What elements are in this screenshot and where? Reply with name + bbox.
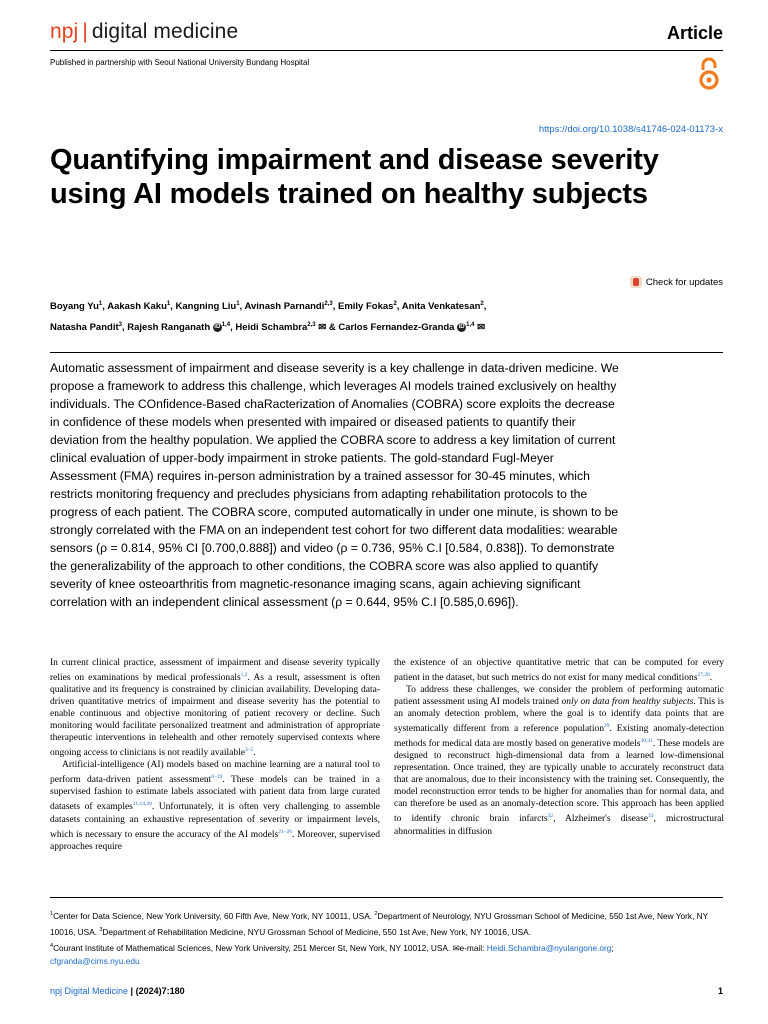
footer-journal-link[interactable]: npj Digital Medicine xyxy=(50,986,129,996)
paragraph-text: . These models are designed to reconstruct high-dimensional data from a learned low-dimensional representation. Once trained, they are typically unable to accurately reconstruct data that are anomalous, due to their inconsistency with the training set. Consequently, the model reconstruction error tends to be higher for anomalies than for normal data, and can therefore be used as an anomaly-detection score. This approach has been applied to identify chronic brain infarcts xyxy=(394,739,724,825)
paragraph-text: Artificial-intelligence (AI) models based on machine learning are a natural tool to perform data-driven patient assessment xyxy=(50,760,380,786)
affiliation-text: Department of Neurology, NYU Grossman School of Medicine, 550 1st Ave, New York, NY 10016, USA. xyxy=(50,910,709,937)
citation-link[interactable]: 3–5 xyxy=(244,747,254,754)
paragraph-text: . As a result, assessment is often qualitative and its frequency is constrained by clinician availability. Developing data-driven quantitative metrics of impairment and disease severity has the potential to enable continuous and objective monitoring of patient recovery or decline. Such monitoring would facilitate personalized treatment and administration of appropriate therapeutic interventions in telehealth and other remotely supervised contexts where ongoing access to clinicians is not readily available xyxy=(50,673,380,759)
author-line-2: Natasha Pandit$^3$, Rajesh Ranganath iD $^{1,4}$, Heidi Schambra$^{2,3}$ ✉ & Carlos Fernandez-Granda iD $^{1,4}$ ✉ xyxy=(50,322,486,334)
emphasis-text: only on data from healthy subjects xyxy=(561,697,694,708)
article-title: Quantifying impairment and disease severity using AI models trained on healthy subjects xyxy=(50,144,659,210)
author-affil-sup: 2 xyxy=(393,301,397,307)
paragraph-text: . xyxy=(253,748,256,759)
citation-link[interactable]: 33 xyxy=(648,813,654,820)
paragraph-text: , microstructural abnormalities in diffusion xyxy=(394,814,724,837)
paragraph-text: . This is an anomaly detection problem, where the goal is to identify data points that are systematically different from a reference population xyxy=(394,697,724,735)
author[interactable]: Boyang Yu xyxy=(50,301,99,313)
affil-sup: 1 xyxy=(50,911,54,917)
article-type: Article xyxy=(666,23,723,43)
journal-title: digital medicine xyxy=(91,20,239,43)
author[interactable]: Heidi Schambra xyxy=(235,322,308,334)
author-line-1: Boyang Yu$^1$, Aakash Kaku$^1$, Kangning Liu$^1$, Avinash Parnandi$^{2,3}$, Emily Fokas$^2$, Anita Venkatesan$^2$, xyxy=(50,301,487,313)
author-list xyxy=(50,295,730,337)
footer-citation xyxy=(50,986,185,996)
citation-link[interactable]: 32 xyxy=(547,813,554,820)
paragraph xyxy=(394,657,724,684)
affiliations-divider xyxy=(50,897,723,898)
paragraph-text: the existence of an objective quantitative metric that can be computed for every patient in the dataset, but such metrics do not exist for many medical conditions xyxy=(394,658,724,684)
email-label: e-mail: xyxy=(459,942,487,953)
email-link[interactable]: Heidi.Schambra@nyulangone.org xyxy=(486,942,612,953)
partnership-note: Published in partnership with Seoul National University Bundang Hospital xyxy=(50,58,310,67)
affil-sup: 2 xyxy=(374,911,378,917)
open-access-icon xyxy=(698,56,720,92)
citation-link[interactable]: 21–26 xyxy=(278,828,292,835)
affil-sup: 4 xyxy=(50,942,54,949)
citation-link[interactable]: 6–19 xyxy=(211,774,223,781)
check-updates-label: Check for updates xyxy=(645,276,723,288)
author[interactable]: Emily Fokas xyxy=(338,301,394,313)
author[interactable]: Anita Venkatesan xyxy=(401,301,481,313)
affiliation-text: Center for Data Science, New York University, 60 Fifth Ave, New York, NY 10011, USA. xyxy=(53,910,375,921)
paragraph-text: . These models can be trained in a supervised fashion to estimate labels associated with patient data from large curated datasets of examples xyxy=(50,775,380,813)
citation-link[interactable]: 30,31 xyxy=(640,738,653,745)
author[interactable]: & Carlos Fernandez-Granda xyxy=(328,322,455,334)
author[interactable]: Aakash Kaku xyxy=(107,301,167,313)
doi-link[interactable]: https://doi.org/10.1038/s41746-024-01173-x xyxy=(538,124,723,135)
paragraph xyxy=(50,657,380,759)
paragraph-text: To address these challenges, we consider the problem of performing automatic patient assessment using AI models trained xyxy=(394,685,724,708)
author-affil-sup: 1 xyxy=(236,301,240,307)
paragraph xyxy=(50,759,380,852)
body-column-right xyxy=(394,657,724,838)
journal-separator: | xyxy=(82,20,88,43)
email-envelope-icon: ✉ xyxy=(452,942,460,953)
check-updates-icon xyxy=(630,276,642,288)
citation-link[interactable]: 11,14,20 xyxy=(132,801,152,808)
affiliation-text: Courant Institute of Mathematical Sciences, New York University, 251 Mercer St, New York, NY 10012, USA. xyxy=(53,942,453,953)
author-affil-sup: 3 xyxy=(118,322,122,329)
author[interactable]: Kangning Liu xyxy=(175,301,237,313)
author[interactable]: Rajesh Ranganath xyxy=(127,322,211,334)
paragraph xyxy=(394,684,724,837)
email-separator: ; xyxy=(611,942,614,953)
paragraph-text: , Alzheimer's disease xyxy=(553,814,649,825)
abstract: Automatic assessment of impairment and disease severity is a key challenge in data-driven medicine. We propose a framework to address this challenge, which leverages AI models trained exclusively on healthy individuals. The COnfidence-Based chaRacterization of Anomalies (COBRA) score exploits the decrease in confidence of these models when presented with impaired or diseased patients to quantify their deviation from the healthy population. We applied the COBRA score to address a key limitation of current clinical evaluation of upper-body impairment in stroke patients. The gold-standard Fugl-Meyer Assessment (FMA) requires in-person administration by a trained assessor for 30-45 minutes, which restricts monitoring frequency and precludes physicians from adapting rehabilitation protocols to the progress of each patient. The COBRA score, computed automatically in under one minute, is shown to be strongly correlated with the FMA on an independent test cohort for two different data modalities: wearable sensors (ρ = 0.814, 95% CI [0.700,0.888]) and video (ρ = 0.736, 95% C.I [0.584, 0.838]). To demonstrate the generalizability of the approach to other conditions, the COBRA score was also applied to quantify severity of knee osteoarthritis from magnetic-resonance imaging scans, again achieving significant correlation with an independent clinical assessment (ρ = 0.644, 95% C.I [0.585,0.696]). xyxy=(50,361,619,609)
author-affil-sup: 1 xyxy=(98,301,103,307)
affiliations xyxy=(50,907,725,968)
email-link[interactable]: cfgranda@cims.nyu.edu xyxy=(50,956,140,967)
author[interactable]: Avinash Parnandi xyxy=(244,301,325,313)
citation-link[interactable]: 1,2 xyxy=(240,672,248,678)
author-affil-sup: 1 xyxy=(166,301,171,307)
citation-link[interactable]: 27,28 xyxy=(697,672,710,678)
header-divider xyxy=(50,50,723,51)
check-for-updates-button[interactable] xyxy=(630,276,723,288)
paragraph-text: . Unfortunately, it is often very challenging to assemble datasets containing an exhaustive representation of severity or impairment levels, which is necessary to ensure the accuracy of the AI models xyxy=(50,802,380,840)
author[interactable]: Natasha Pandit xyxy=(50,322,119,334)
email-envelope-icon[interactable]: ✉ xyxy=(318,322,327,334)
email-envelope-icon[interactable]: ✉ xyxy=(477,322,486,334)
orcid-icon[interactable]: iD xyxy=(214,324,221,331)
abstract-divider xyxy=(50,352,723,353)
footer-volume: | (2024)7:180 xyxy=(128,986,185,996)
author-affil-sup: 1,4 xyxy=(466,322,475,329)
body-column-left xyxy=(50,657,380,853)
author-affil-sup: 1,4 xyxy=(221,322,231,329)
paragraph-text: . Existing anomaly-detection methods for medical data are mostly based on generative models xyxy=(394,724,724,750)
author-affil-sup: 2,3 xyxy=(307,322,316,329)
orcid-icon[interactable]: iD xyxy=(458,324,465,331)
journal-npj: npj xyxy=(50,20,79,43)
affil-sup: 3 xyxy=(99,926,103,933)
page-number: 1 xyxy=(717,986,723,996)
author-affil-sup: 2,3 xyxy=(324,301,333,307)
affiliation-text: Department of Rehabilitation Medicine, NYU Grossman School of Medicine, 550 1st Ave, New York, NY 10016, USA. xyxy=(102,926,532,937)
citation-link[interactable]: 29 xyxy=(603,723,610,730)
author-affil-sup: 2 xyxy=(480,301,484,307)
paragraph-text: In current clinical practice, assessment of impairment and disease severity typically relies on examinations by medical professionals xyxy=(50,658,380,684)
paragraph-text: . Moreover, supervised approaches require xyxy=(50,829,380,852)
paragraph-text: . xyxy=(709,673,713,684)
journal-name xyxy=(50,20,238,44)
